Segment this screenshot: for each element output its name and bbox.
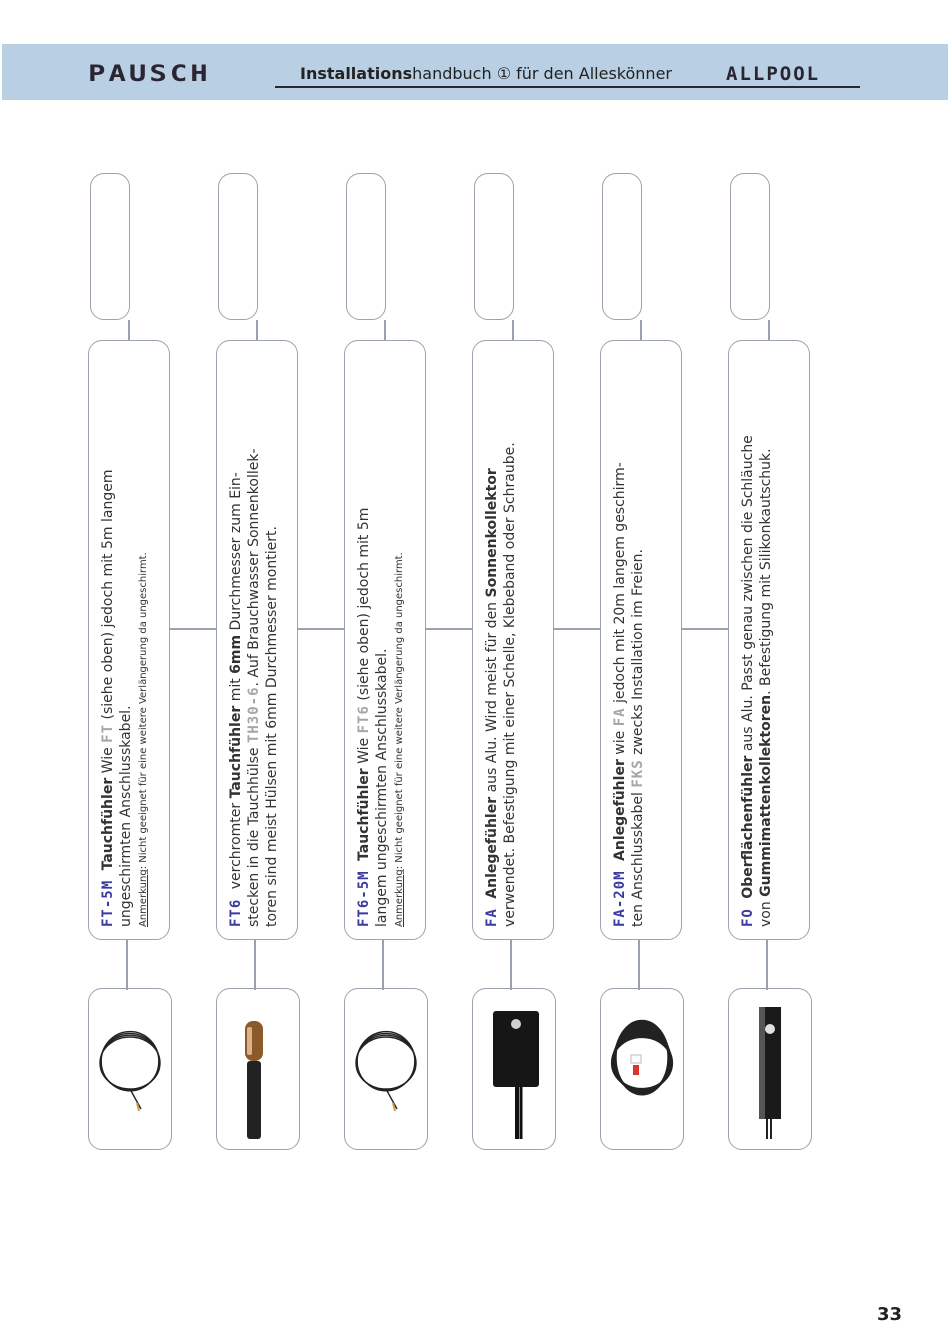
body-text: mit bbox=[228, 673, 244, 706]
title-rest: handbuch ① für den Alleskönner bbox=[412, 64, 672, 83]
product-photo-frame bbox=[600, 988, 684, 1150]
remark-label: Anmerkung bbox=[394, 869, 406, 927]
description-line bbox=[757, 353, 775, 927]
connector-line bbox=[766, 940, 768, 990]
reference-code: FT bbox=[100, 723, 116, 743]
entry-tab bbox=[90, 173, 130, 320]
product-logo: ALLPOOL bbox=[726, 63, 821, 85]
description-line bbox=[373, 353, 391, 927]
remark bbox=[137, 353, 150, 927]
body-text: ungeschirmten Anschlusskabel. bbox=[118, 705, 135, 927]
body-text: (siehe oben) jedoch mit 5m langem bbox=[100, 469, 116, 724]
product-photo-frame bbox=[88, 988, 172, 1150]
description-line bbox=[263, 353, 281, 927]
cable-coil-photo bbox=[89, 989, 171, 1149]
body-text: verchromter bbox=[228, 798, 244, 890]
body-text: Wie bbox=[100, 742, 116, 778]
body-text: von bbox=[758, 896, 775, 927]
cable-coil-photo bbox=[345, 989, 427, 1149]
description-line bbox=[739, 353, 757, 927]
sensor-description bbox=[472, 340, 554, 940]
product-photo-frame bbox=[472, 988, 556, 1150]
product-photo-frame bbox=[216, 988, 300, 1150]
product-code: FO bbox=[740, 898, 756, 927]
surface-sensor-photo bbox=[729, 989, 811, 1149]
emphasis-text: Sonnenkollektor bbox=[484, 468, 500, 598]
remark-label: Anmerkung bbox=[138, 869, 150, 927]
brand-logo: PAUSCH bbox=[88, 60, 211, 87]
entry-tab bbox=[346, 173, 386, 320]
emphasis-text: Anlegefühler bbox=[612, 759, 628, 861]
body-text: ten Anschlusskabel bbox=[630, 787, 647, 927]
tab-connector bbox=[384, 320, 386, 340]
connector-line bbox=[126, 940, 128, 990]
sensor-description bbox=[88, 340, 170, 940]
entry-tab bbox=[218, 173, 258, 320]
product-code: FA-20M bbox=[612, 860, 628, 927]
page-title bbox=[300, 64, 672, 83]
tab-connector bbox=[640, 320, 642, 340]
product-code: FA bbox=[484, 898, 500, 927]
cable-coil-large-photo bbox=[601, 989, 683, 1149]
description-line bbox=[501, 353, 519, 927]
tab-connector bbox=[512, 320, 514, 340]
body-text: aus Alu. Wird meist für den bbox=[484, 597, 500, 797]
sensor-probe-photo bbox=[217, 989, 299, 1149]
reference-code: FA bbox=[612, 707, 628, 727]
product-code: FT6-5M bbox=[356, 860, 372, 927]
remark-text: : Nicht geeignet für eine weitere Verlängerung da ungeschirmt. bbox=[394, 552, 406, 870]
emphasis-text: Tauchfühler bbox=[228, 705, 244, 799]
sensor-description bbox=[344, 340, 426, 940]
description-line bbox=[629, 353, 647, 927]
product-photo-frame bbox=[728, 988, 812, 1150]
emphasis-text: Tauchfühler bbox=[100, 777, 116, 871]
product-code: FT-5M bbox=[100, 870, 116, 927]
remark-text: : Nicht geeignet für eine weitere Verlängerung da ungeschirmt. bbox=[138, 552, 150, 870]
tab-connector bbox=[256, 320, 258, 340]
description-line bbox=[483, 353, 501, 927]
body-text: jedoch mit 20m langem geschirm- bbox=[612, 462, 628, 708]
title-bold: Installations bbox=[300, 64, 413, 83]
connector-line bbox=[382, 940, 384, 990]
emphasis-text: Gummimattenkollektoren bbox=[758, 694, 775, 897]
body-text: aus Alu. Passt genau zwischen die Schläuche bbox=[740, 435, 756, 756]
description-line bbox=[117, 353, 135, 927]
connector-line bbox=[254, 940, 256, 990]
connector-line bbox=[638, 940, 640, 990]
product-photo-frame bbox=[344, 988, 428, 1150]
emphasis-text: 6mm bbox=[228, 634, 244, 674]
header-underline bbox=[275, 86, 860, 88]
body-text: wie bbox=[612, 726, 628, 760]
sensor-entry bbox=[198, 160, 298, 960]
body-text: zwecks Installation im Freien. bbox=[630, 549, 647, 760]
sensor-entry bbox=[454, 160, 554, 960]
emphasis-text: Anlegefühler bbox=[484, 796, 500, 899]
body-text: Durchmesser zum Ein- bbox=[228, 472, 244, 635]
reference-code: FT6 bbox=[356, 705, 372, 734]
description-line bbox=[99, 353, 117, 927]
clamp-sensor-photo bbox=[473, 989, 555, 1149]
body-text: stecken in die Tauchhülse bbox=[246, 743, 263, 927]
sensor-description bbox=[216, 340, 298, 940]
body-text: toren sind meist Hülsen mit 6mm Durchmesser montiert. bbox=[264, 526, 281, 927]
sensor-entry bbox=[70, 160, 170, 960]
body-text: . Auf Brauchwasser Sonnenkollek- bbox=[246, 448, 263, 687]
sensor-entry bbox=[582, 160, 682, 960]
body-text: . Befestigung mit Silikonkautschuk. bbox=[758, 448, 775, 695]
body-text: verwendet. Befestigung mit einer Schelle, Klebeband oder Schraube. bbox=[502, 442, 519, 927]
product-code: FT6 bbox=[228, 889, 244, 927]
remark bbox=[393, 353, 406, 927]
body-text: langem ungeschirmten Anschlusskabel. bbox=[374, 648, 391, 927]
description-line bbox=[611, 353, 629, 927]
entry-tab bbox=[730, 173, 770, 320]
sensor-entry bbox=[710, 160, 810, 960]
sensor-description bbox=[728, 340, 810, 940]
emphasis-text: Tauchfühler bbox=[356, 768, 372, 861]
sensor-description bbox=[600, 340, 682, 940]
emphasis-text: Oberflächenfühler bbox=[740, 755, 756, 899]
body-text: (siehe oben) jedoch mit 5m bbox=[356, 507, 372, 706]
sensor-entry bbox=[326, 160, 426, 960]
connector-line bbox=[510, 940, 512, 990]
tab-connector bbox=[768, 320, 770, 340]
tab-connector bbox=[128, 320, 130, 340]
sensor-list bbox=[70, 160, 790, 960]
entry-tab bbox=[474, 173, 514, 320]
description-line bbox=[245, 353, 263, 927]
description-line bbox=[355, 353, 373, 927]
description-line bbox=[227, 353, 245, 927]
entry-tab bbox=[602, 173, 642, 320]
reference-code: TH30-6 bbox=[246, 686, 263, 744]
page-number: 33 bbox=[876, 1304, 902, 1325]
body-text: Wie bbox=[356, 733, 372, 769]
reference-code: FKS bbox=[630, 759, 647, 788]
